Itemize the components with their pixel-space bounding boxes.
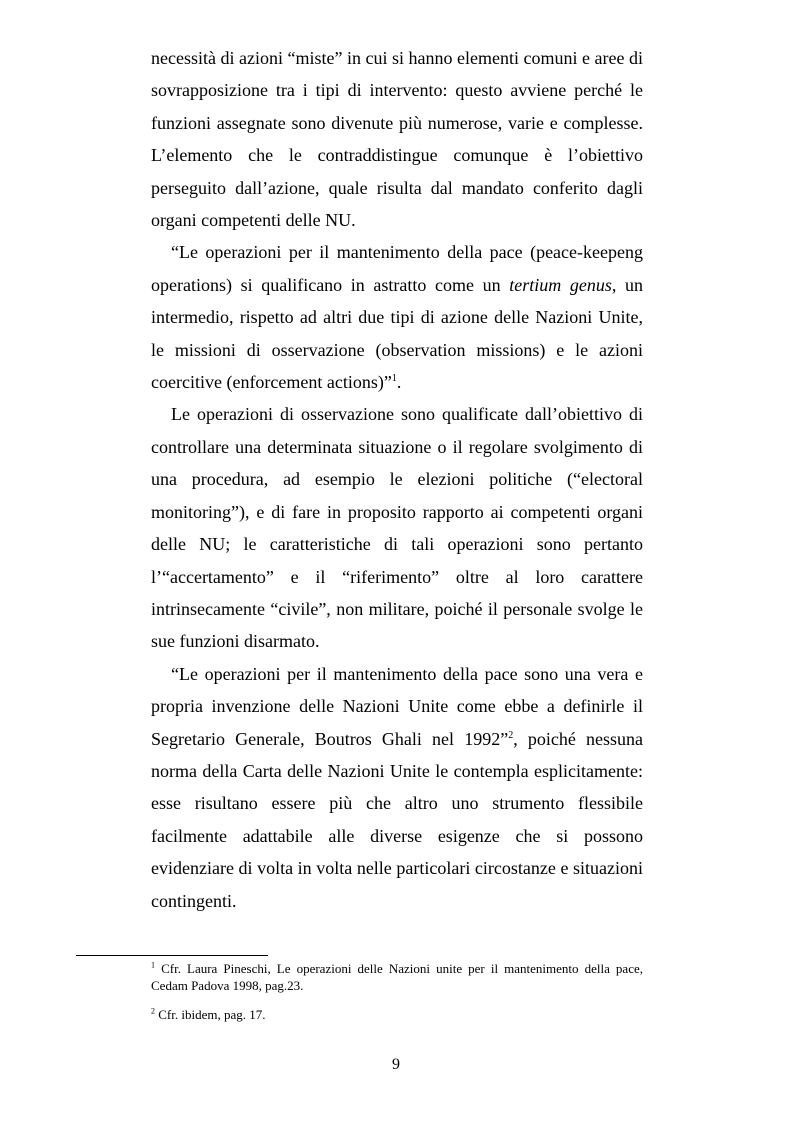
footnote-2: $^2$ Cfr. ibidem, pag. 17. — [151, 1006, 266, 1022]
paragraph-1: necessità di azioni “miste” in cui si hanno elementi comuni e aree di sovrapposizione tra i tipi di intervento: questo avviene perché le funzioni assegnate sono divenute più numerose, varie e complesse. L’elemento che le contraddistingue comunque è l’obiettivo perseguito dall’azione, quale risulta dal mandato conferito dagli organi competenti delle NU. — [151, 48, 643, 231]
footnote-number: 1 — [151, 960, 155, 970]
page-number: 9 — [392, 1056, 400, 1073]
footnote-ref-2[interactable]: 2 — [508, 729, 514, 741]
footnote-number: 2 — [151, 1006, 155, 1016]
footnotes — [151, 960, 643, 1035]
footnote-ref-1[interactable]: 1 — [391, 373, 397, 385]
italic-term: tertium genus — [509, 274, 612, 295]
footnote-separator — [76, 955, 268, 956]
paragraph-4: “Le operazioni per il mantenimento della pace sono una vera e propria invenzione delle Nazioni Unite come ebbe a definirle il Segretario Generale, Boutros Ghali nel 1992”$^2$, poiché nessuna norma della Carta delle Nazioni Unite le contempla esplicitamente: esse risultano essere più che altro uno strumento flessibile facilmente adattabile alle diverse esigenze che si possono evidenziare di volta in volta nelle particolari circostanze e situazioni contingenti. — [151, 663, 643, 911]
paragraph-3: Le operazioni di osservazione sono qualificate dall’obiettivo di controllare una determinata situazione o il regolare svolgimento di una procedura, ad esempio le elezioni politiche (“electoral monitoring”), e di fare in proposito rapporto ai competenti organi delle NU; le caratteristiche di tali operazioni sono pertanto l’“accertamento” e il “riferimento” oltre al loro carattere intrinsecamente “civile”, non militare, poiché il personale svolge le sue funzioni disarmato. — [151, 404, 643, 652]
paragraph-2: “Le operazioni per il mantenimento della pace (peace-keepeng operations) si qualificano in astratto come un tertium genus, un intermedio, rispetto ad altri due tipi di azione delle Nazioni Unite, le missioni di osservazione (observation missions) e le azioni coercitive (enforcement actions)”$^1$. — [151, 242, 644, 393]
footnote-1: $^1$ Cfr. Laura Pineschi, Le operazioni delle Nazioni unite per il mantenimento della pace, Cedam Padova 1998, pag.23. — [151, 960, 643, 993]
body-text — [151, 42, 643, 917]
